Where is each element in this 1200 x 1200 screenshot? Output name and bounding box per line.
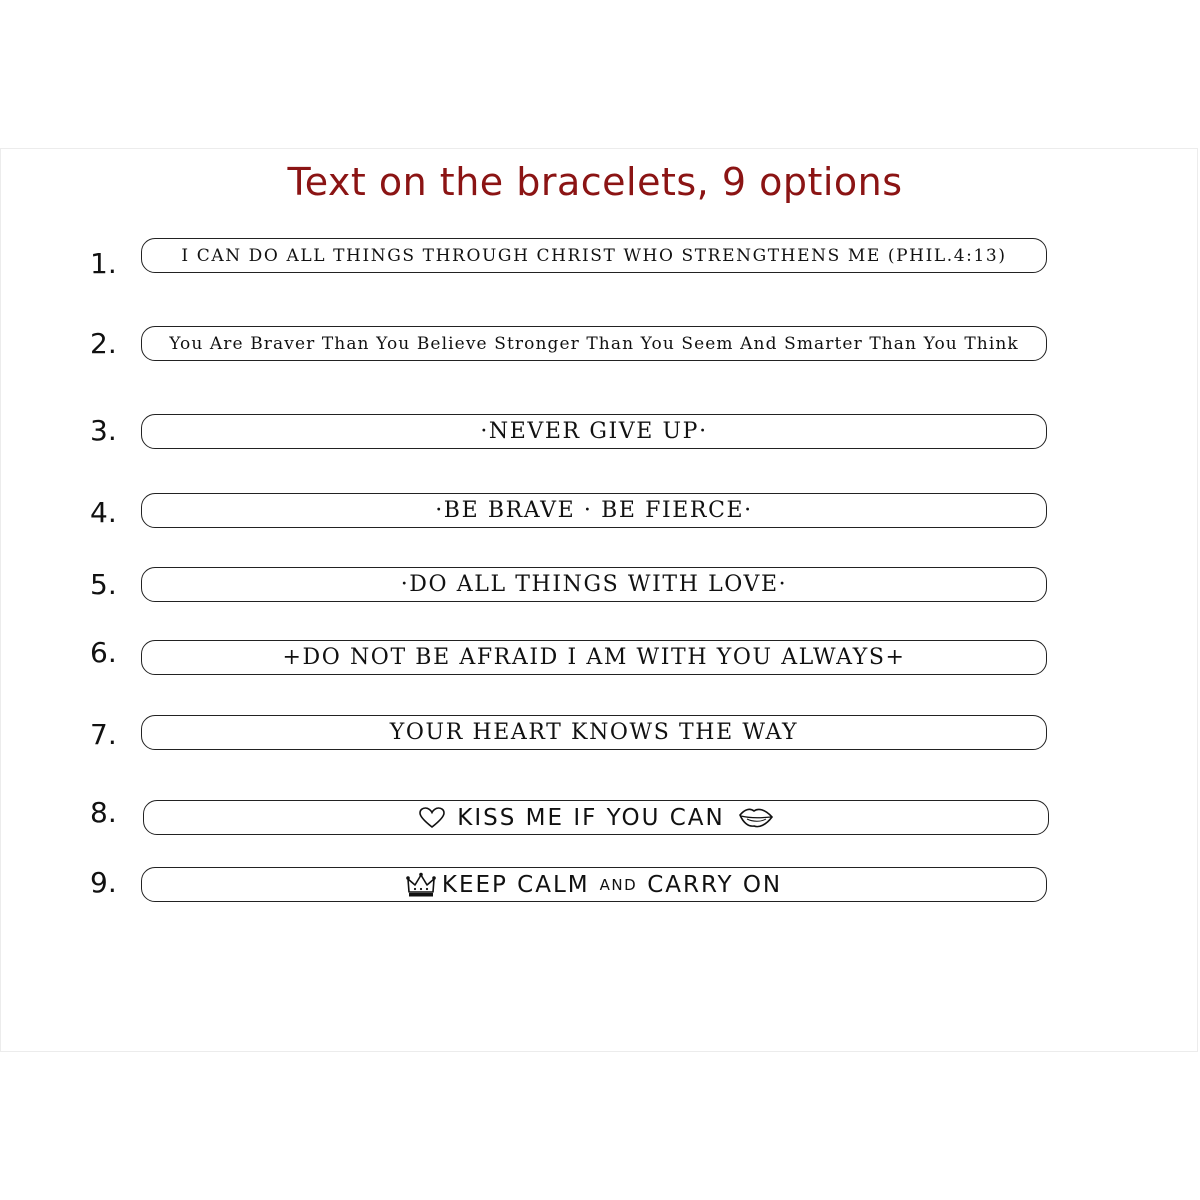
bracelet-text: ·NEVER GIVE UP· — [480, 419, 708, 444]
bracelet-text: ·DO ALL THINGS WITH LOVE· — [400, 572, 788, 597]
bracelet-option-9[interactable] — [0, 867, 1200, 907]
page-title: Text on the bracelets, 9 options — [287, 160, 903, 204]
bracelet-option-8[interactable] — [0, 796, 1200, 840]
bracelet-text: KISS ME IF YOU CAN — [457, 804, 725, 831]
bracelet-option-2[interactable] — [0, 326, 1200, 366]
bracelet-band — [141, 867, 1047, 902]
option-number: 6. — [90, 636, 117, 669]
option-number: 2. — [90, 327, 117, 360]
bracelet-option-7[interactable] — [0, 715, 1200, 755]
bracelet-text: YOUR HEART KNOWS THE WAY — [389, 720, 799, 745]
bracelet-option-1[interactable] — [0, 238, 1200, 278]
bracelet-band — [141, 715, 1047, 750]
bracelet-band — [141, 493, 1047, 528]
option-number: 5. — [90, 568, 117, 601]
option-number: 7. — [90, 718, 117, 751]
bracelet-option-6[interactable] — [0, 636, 1200, 680]
option-number: 4. — [90, 496, 117, 529]
bracelet-text: I CAN DO ALL THINGS THROUGH CHRIST WHO STRENGTHENS ME (PHIL.4:13) — [181, 245, 1007, 266]
heart-outline-icon — [419, 807, 445, 829]
bracelet-text-keep-calm: KEEP CALM — [441, 871, 590, 898]
bracelet-band — [143, 800, 1049, 835]
option-number: 1. — [90, 247, 117, 280]
bracelet-option-4[interactable] — [0, 493, 1200, 533]
bracelet-text-and: AND — [599, 875, 638, 894]
bracelet-option-3[interactable] — [0, 414, 1200, 454]
bracelet-text: ·BE BRAVE · BE FIERCE· — [435, 498, 753, 523]
bracelet-band — [141, 567, 1047, 602]
bracelet-band — [141, 238, 1047, 273]
bracelet-band — [141, 326, 1047, 361]
bracelet-band — [141, 640, 1047, 675]
bracelet-text-carry-on: CARRY ON — [647, 871, 783, 898]
option-number: 8. — [90, 796, 117, 829]
crown-icon — [406, 872, 436, 898]
bracelet-text: You Are Braver Than You Believe Stronger Than You Seem And Smarter Than You Think — [169, 333, 1019, 354]
lips-icon — [739, 807, 773, 829]
option-number: 3. — [90, 414, 117, 447]
bracelet-option-5[interactable] — [0, 567, 1200, 607]
option-number: 9. — [90, 866, 117, 899]
bracelet-text: +DO NOT BE AFRAID I AM WITH YOU ALWAYS+ — [282, 645, 906, 670]
bracelet-band — [141, 414, 1047, 449]
